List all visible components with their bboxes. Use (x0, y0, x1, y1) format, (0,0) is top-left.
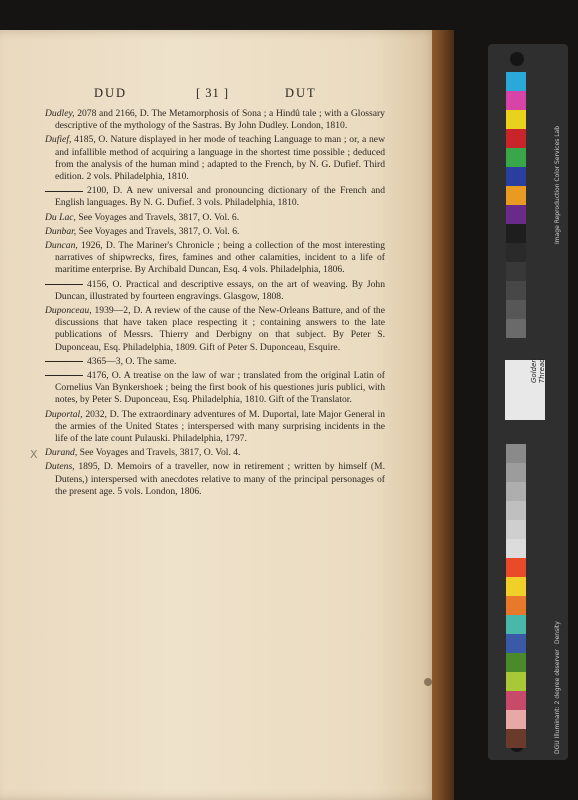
color-swatch (506, 72, 526, 91)
color-swatches-top (506, 72, 526, 338)
catalog-entry (45, 370, 385, 407)
catalog-entry (45, 240, 385, 277)
color-swatch (506, 281, 526, 300)
entry-author: Dutens, (45, 461, 75, 473)
ditto-dash (45, 191, 83, 192)
color-swatch (506, 577, 526, 596)
entry-text: 1939—2, D. A review of the cause of the New-Orleans Batture, and of the discussions that have taken place respecting it ; containing answers to the late publications of Messrs. Thierry and Derbigny on that subject. By Peter S. Duponceau, Esq. Philadelphia, 1809. Gift of Peter S. Duponceau, Esquire. (55, 305, 385, 353)
running-header (0, 86, 438, 106)
ditto-dash (45, 375, 83, 376)
color-swatch (506, 558, 526, 577)
entry-text: 2032, D. The extraordinary adventures of M. Duportal, late Major General in the armies of the United States ; interspersed with many surprising incidents in the life of the late count Pulauski. Philadelphia, 1797. (55, 408, 385, 445)
color-swatch (506, 634, 526, 653)
catalog-entry (45, 226, 385, 238)
color-swatch (506, 300, 526, 319)
color-swatch (506, 262, 526, 281)
catalog-entry (45, 356, 385, 368)
header-left-word: DUD (94, 86, 128, 100)
ditto-dash (45, 284, 83, 285)
color-swatch (506, 224, 526, 243)
color-swatch (506, 691, 526, 710)
entry-text: 4176, O. A treatise on the law of war ; translated from the original Latin of Cornelius Van Bynkershoek ; being the first book of his questiones juris publici, with notes, by Peter S. Duponceau, Esq. Philadelphia, 1810. Gift of the Translator. (55, 370, 385, 406)
margin-pencil-mark: X (30, 448, 38, 461)
strip-label-card (505, 360, 545, 420)
catalog-entry (45, 134, 385, 183)
entry-text: 4185, O. Nature displayed in her mode of teaching Language to man ; or, a new and infallible method of acquiring a language in the shortest time possible ; deduced from the analysis of the human mind ; adapted to the French, by N. G. Dufief. Third edition. 2 vols. Philadelphia, 1810. (55, 134, 385, 183)
entry-text: 4365—3, O. The same. (87, 355, 177, 367)
catalog-entry (45, 185, 385, 209)
header-right-word: DUT (285, 86, 317, 100)
color-swatch (506, 243, 526, 262)
color-swatch (506, 710, 526, 729)
color-swatch (506, 596, 526, 615)
color-swatch (506, 205, 526, 224)
entry-text: 1895, D. Memoirs of a traveller, now in retirement ; written by himself (M. Dutens,) interspersed with anecdotes relative to many of the principal personages of the present age. 5 vols. London, 1806. (55, 461, 385, 497)
color-swatches-bottom (506, 558, 526, 748)
entry-author: Duponceau, (45, 305, 92, 317)
strip-label-script: Golden Thread (530, 358, 546, 383)
catalog-entry (45, 461, 385, 498)
strip-bottom-text: DGU Illuminant: 2 degree observer (554, 649, 561, 754)
entry-text: See Voyages and Travels, 3817, O. Vol. 4. (79, 447, 241, 459)
color-swatch (506, 615, 526, 634)
entry-author: Durand, (45, 447, 78, 459)
color-swatch (506, 319, 526, 338)
catalog-entry (45, 108, 385, 132)
gray-swatch (506, 444, 526, 463)
entry-text: 1926, D. The Mariner's Chronicle ; being a collection of the most interesting narratives of shipwrecks, fires, famines and other calamities, incident to a life of maritime enterprise. By Archibald Duncan, Esq. 4 vols. Philadelphia, 1806. (55, 240, 385, 276)
strip-hole-top (510, 52, 524, 66)
color-swatch (506, 129, 526, 148)
entry-text: 4156, O. Practical and descriptive essays, on the art of weaving. By John Duncan, illustrated by fourteen engravings. Glasgow, 1808. (55, 278, 385, 302)
ditto-dash (45, 361, 83, 362)
entry-author: Duportal, (45, 408, 83, 420)
color-swatch (506, 110, 526, 129)
gray-swatch (506, 539, 526, 558)
entry-text: 2100, D. A new universal and pronouncing dictionary of the French and English languages. By N. G. Dufief. 3 vols. Philadelphia, 1810. (55, 185, 385, 209)
entry-author: Duncan, (45, 240, 78, 252)
entry-text: See Voyages and Travels, 3817, O. Vol. 6. (78, 225, 240, 237)
color-swatch (506, 148, 526, 167)
entry-author: Dunbar, (45, 225, 77, 237)
gray-swatch (506, 463, 526, 482)
color-swatch (506, 186, 526, 205)
gray-swatch (506, 482, 526, 501)
color-swatch (506, 729, 526, 748)
entry-author: Dudley, (45, 108, 75, 119)
color-swatch (506, 672, 526, 691)
entry-author: Du Lac, (45, 211, 76, 223)
catalog-entry (45, 305, 385, 354)
strip-top-text: Image Reproduction Color Services Lab (554, 125, 561, 244)
strip-density-text: Density (554, 621, 561, 644)
color-swatch (506, 167, 526, 186)
catalog-entry (45, 447, 385, 459)
page-number: [ 31 ] (196, 86, 230, 100)
gray-swatch (506, 501, 526, 520)
entry-text: See Voyages and Travels, 3817, O. Vol. 6. (78, 211, 240, 223)
color-swatch (506, 653, 526, 672)
entry-text: 2078 and 2166, D. The Metamorphosis of Sona ; a Hindû tale ; with a Glossary descriptive of the mythology of the Sastras. By John Dudley. London, 1810. (55, 108, 385, 132)
catalog-entry (45, 279, 385, 303)
catalog-entry (45, 212, 385, 224)
catalog-entry (45, 409, 385, 446)
page-smudge (424, 678, 432, 686)
catalog-entries (45, 108, 385, 500)
gray-swatch (506, 520, 526, 539)
entry-author: Dufief, (45, 134, 72, 146)
book-spine (432, 30, 454, 800)
color-swatch (506, 91, 526, 110)
